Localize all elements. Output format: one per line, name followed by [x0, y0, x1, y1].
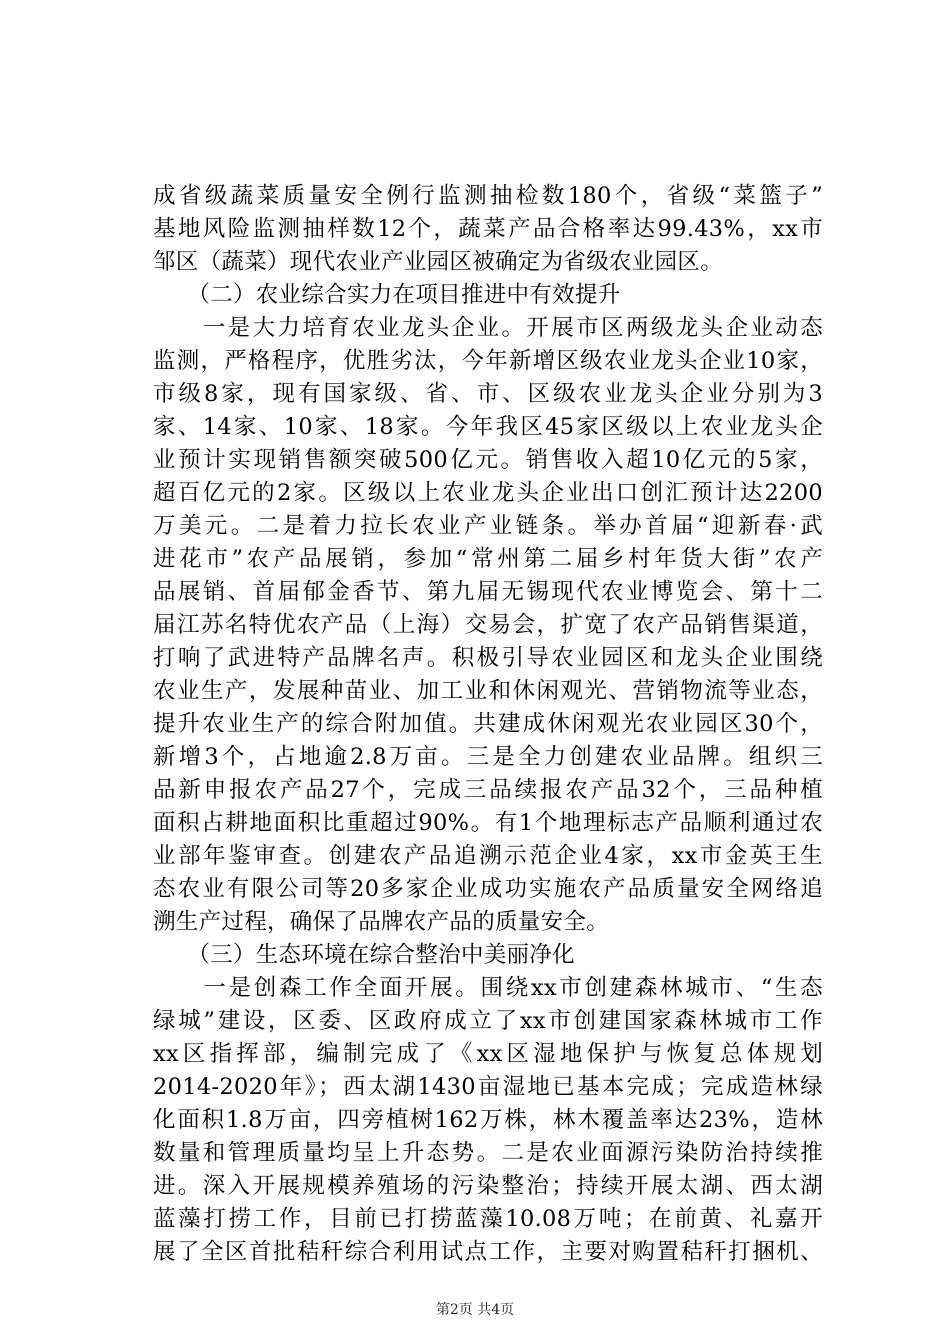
text-line: 品新申报农产品27个，完成三品续报农产品32个，三品种植	[153, 777, 823, 803]
text-line: 届江苏名特优农产品（上海）交易会，扩宽了农产品销售渠道，	[153, 612, 823, 638]
text-line: 一是大力培育农业龙头企业。开展市区两级龙头企业动态	[153, 315, 823, 341]
text-line: 绿城”建设，区委、区政府成立了xx市创建国家森林城市工作	[153, 1008, 823, 1034]
text-line: 市级8家，现有国家级、省、市、区级农业龙头企业分别为3	[153, 381, 823, 407]
text-line: 数量和管理质量均呈上升态势。二是农业面源污染防治持续推	[153, 1140, 823, 1166]
text-line: 邹区（蔬菜）现代农业产业园区被确定为省级农业园区。	[153, 249, 724, 275]
text-line: 打响了武进特产品牌名声。积极引导农业园区和龙头企业围绕	[153, 645, 823, 671]
text-line: 超百亿元的2家。区级以上农业龙头企业出口创汇预计达2200	[153, 480, 823, 506]
text-line: 业预计实现销售额突破500亿元。销售收入超10亿元的5家，	[153, 447, 823, 473]
text-line: 一是创森工作全面开展。围绕xx市创建森林城市、“生态	[153, 975, 823, 1001]
text-line: 基地风险监测抽样数12个，蔬菜产品合格率达99.43%，xx市	[153, 216, 823, 242]
text-line: 蓝藻打捞工作，目前已打捞蓝藻10.08万吨；在前黄、礼嘉开	[153, 1206, 823, 1232]
text-line: 农业生产，发展种苗业、加工业和休闲观光、营销物流等业态，	[153, 678, 823, 704]
text-line: 化面积1.8万亩，四旁植树162万株，林木覆盖率达23%，造林	[153, 1107, 823, 1133]
text-line: 态农业有限公司等20多家企业成功实施农产品质量安全网络追	[153, 876, 823, 902]
text-line: 业部年鉴审查。创建农产品追溯示范企业4家，xx市金英王生	[153, 843, 823, 869]
text-line: 面积占耕地面积比重超过90%。有1个地理标志产品顺利通过农	[153, 810, 823, 836]
document-body	[153, 180, 823, 1269]
text-line: xx区指挥部，编制完成了《xx区湿地保护与恢复总体规划	[153, 1041, 823, 1067]
section-heading: （三）生态环境在综合整治中美丽净化	[153, 942, 575, 968]
text-line: 成省级蔬菜质量安全例行监测抽检数180个，省级“菜篮子”	[153, 183, 823, 209]
page-footer: 第2页 共4页	[435, 1302, 515, 1318]
text-line: 2014-2020年》；西太湖1430亩湿地已基本完成；完成造林绿	[153, 1074, 823, 1100]
text-line: 家、14家、10家、18家。今年我区45家区级以上农业龙头企	[153, 414, 823, 440]
text-line: 新增3个，占地逾2.8万亩。三是全力创建农业品牌。组织三	[153, 744, 823, 770]
text-line: 展了全区首批秸秆综合利用试点工作，主要对购置秸秆打捆机、	[153, 1239, 823, 1265]
text-line: 进。深入开展规模养殖场的污染整治；持续开展太湖、西太湖	[153, 1173, 823, 1199]
text-line: 万美元。二是着力拉长农业产业链条。举办首届“迎新春·武	[153, 513, 823, 539]
text-line: 品展销、首届郁金香节、第九届无锡现代农业博览会、第十二	[153, 579, 823, 605]
text-line: 提升农业生产的综合附加值。共建成休闲观光农业园区30个，	[153, 711, 823, 737]
section-heading: （二）农业综合实力在项目推进中有效提升	[153, 282, 621, 308]
text-line: 进花市”农产品展销，参加“常州第二届乡村年货大街”农产	[153, 546, 823, 572]
text-line: 溯生产过程，确保了品牌农产品的质量安全。	[153, 909, 610, 935]
text-line: 监测，严格程序，优胜劣汰，今年新增区级农业龙头企业10家，	[153, 348, 823, 374]
